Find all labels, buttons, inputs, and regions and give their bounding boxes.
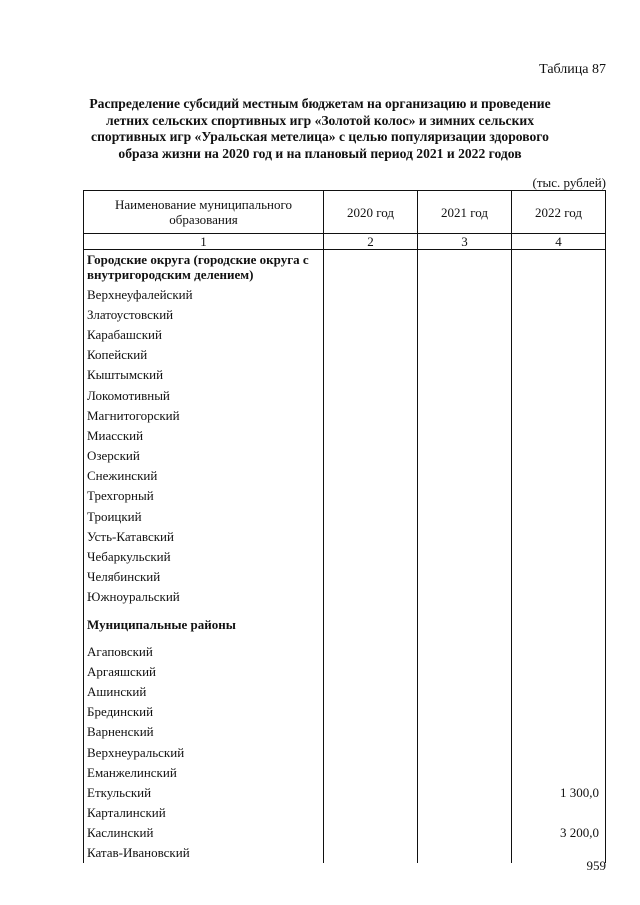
table-header-row — [84, 191, 606, 234]
value-2022 — [512, 607, 606, 641]
value-2021 — [418, 466, 512, 486]
municipality-name: Челябинский — [84, 567, 324, 587]
value-2021 — [418, 803, 512, 823]
table-row — [84, 526, 606, 546]
value-2022 — [512, 567, 606, 587]
column-header-2021: 2021 год — [418, 191, 512, 234]
municipality-name: Златоустовский — [84, 304, 324, 324]
value-2022 — [512, 425, 606, 445]
table-row — [84, 567, 606, 587]
municipality-name: Верхнеуфалейский — [84, 284, 324, 304]
value-2020 — [324, 681, 418, 701]
municipality-name: Троицкий — [84, 506, 324, 526]
value-2022 — [512, 722, 606, 742]
value-2021 — [418, 843, 512, 863]
value-2022 — [512, 345, 606, 365]
value-2020 — [324, 250, 418, 285]
table-row — [84, 446, 606, 466]
table-row — [84, 641, 606, 661]
value-2021 — [418, 823, 512, 843]
value-2021 — [418, 681, 512, 701]
value-2020 — [324, 546, 418, 566]
table-row — [84, 284, 606, 304]
value-2020 — [324, 567, 418, 587]
value-2020 — [324, 607, 418, 641]
value-2021 — [418, 345, 512, 365]
municipality-name: Озерский — [84, 446, 324, 466]
value-2020 — [324, 345, 418, 365]
value-2021 — [418, 702, 512, 722]
value-2020 — [324, 486, 418, 506]
municipality-name: Городские округа (городские округа с внутригородским делением) — [84, 250, 324, 285]
value-2021 — [418, 446, 512, 466]
table-row — [84, 762, 606, 782]
table-row — [84, 681, 606, 701]
value-2022: 3 200,0 — [512, 823, 606, 843]
value-2021 — [418, 486, 512, 506]
value-2022 — [512, 466, 606, 486]
value-2022 — [512, 681, 606, 701]
table-row — [84, 782, 606, 802]
page-number: 959 — [586, 858, 606, 873]
value-2022 — [512, 284, 606, 304]
column-number: 3 — [418, 234, 512, 250]
table-row — [84, 742, 606, 762]
table-row — [84, 466, 606, 486]
value-2021 — [418, 324, 512, 344]
municipality-name: Миасский — [84, 425, 324, 445]
value-2022 — [512, 742, 606, 762]
table-row — [84, 722, 606, 742]
value-2020 — [324, 762, 418, 782]
value-2021 — [418, 365, 512, 385]
value-2022 — [512, 702, 606, 722]
municipality-name: Верхнеуральский — [84, 742, 324, 762]
value-2020 — [324, 782, 418, 802]
municipality-name: Усть-Катавский — [84, 526, 324, 546]
value-2020 — [324, 304, 418, 324]
value-2020 — [324, 405, 418, 425]
municipality-name: Еткульский — [84, 782, 324, 802]
table-row — [84, 304, 606, 324]
value-2020 — [324, 365, 418, 385]
value-2021 — [418, 641, 512, 661]
table-row — [84, 405, 606, 425]
municipality-name: Варненский — [84, 722, 324, 742]
table-row — [84, 506, 606, 526]
value-2021 — [418, 250, 512, 285]
table-row — [84, 803, 606, 823]
municipality-name: Южноуральский — [84, 587, 324, 607]
value-2021 — [418, 661, 512, 681]
table-row — [84, 324, 606, 344]
value-2020 — [324, 742, 418, 762]
table-row — [84, 546, 606, 566]
municipality-name: Карталинский — [84, 803, 324, 823]
value-2021 — [418, 405, 512, 425]
column-number-row — [84, 234, 606, 250]
value-2022 — [512, 661, 606, 681]
municipality-name: Каслинский — [84, 823, 324, 843]
column-header-2022: 2022 год — [512, 191, 606, 234]
value-2022 — [512, 546, 606, 566]
value-2021 — [418, 607, 512, 641]
value-2020 — [324, 722, 418, 742]
table-row — [84, 345, 606, 365]
column-number: 4 — [512, 234, 606, 250]
value-2021 — [418, 762, 512, 782]
value-2021 — [418, 742, 512, 762]
value-2022 — [512, 250, 606, 285]
value-2022: 1 300,0 — [512, 782, 606, 802]
value-2021 — [418, 546, 512, 566]
units-label: (тыс. рублей) — [532, 175, 606, 190]
value-2021 — [418, 587, 512, 607]
document-title: Распределение субсидий местным бюджетам на организацию и проведение летних сельских спортивных игр «Золотой колос» и зимних сельских спортивных игр «Уральская метелица» с целью популяризации здорового образа жизни на 2020 год и на плановый период 2021 и 2022 годов — [89, 96, 551, 161]
value-2020 — [324, 526, 418, 546]
municipality-name: Брединский — [84, 702, 324, 722]
value-2020 — [324, 661, 418, 681]
value-2020 — [324, 843, 418, 863]
table-row — [84, 843, 606, 863]
municipality-name: Трехгорный — [84, 486, 324, 506]
table-row — [84, 425, 606, 445]
subsidy-table — [83, 190, 606, 863]
table-group-row — [84, 607, 606, 641]
municipality-name: Снежинский — [84, 466, 324, 486]
table-row — [84, 587, 606, 607]
municipality-name: Магнитогорский — [84, 405, 324, 425]
column-header-name: Наименование муниципального образования — [84, 191, 324, 234]
value-2022 — [512, 446, 606, 466]
table-row — [84, 385, 606, 405]
value-2021 — [418, 304, 512, 324]
value-2022 — [512, 762, 606, 782]
table-group-row — [84, 250, 606, 285]
value-2022 — [512, 526, 606, 546]
column-header-2020: 2020 год — [324, 191, 418, 234]
value-2021 — [418, 425, 512, 445]
value-2020 — [324, 587, 418, 607]
value-2022 — [512, 803, 606, 823]
value-2022 — [512, 641, 606, 661]
municipality-name: Агаповский — [84, 641, 324, 661]
value-2020 — [324, 702, 418, 722]
value-2020 — [324, 641, 418, 661]
value-2020 — [324, 425, 418, 445]
value-2021 — [418, 782, 512, 802]
value-2022 — [512, 486, 606, 506]
value-2020 — [324, 466, 418, 486]
value-2021 — [418, 506, 512, 526]
municipality-name: Муниципальные районы — [84, 607, 324, 641]
municipality-name: Копейский — [84, 345, 324, 365]
table-label: Таблица 87 — [539, 62, 606, 77]
value-2020 — [324, 506, 418, 526]
table-row — [84, 486, 606, 506]
table-row — [84, 702, 606, 722]
value-2021 — [418, 722, 512, 742]
table-row — [84, 365, 606, 385]
value-2022 — [512, 365, 606, 385]
value-2020 — [324, 324, 418, 344]
municipality-name: Аргаяшский — [84, 661, 324, 681]
municipality-name: Катав-Ивановский — [84, 843, 324, 863]
value-2021 — [418, 385, 512, 405]
value-2022 — [512, 324, 606, 344]
municipality-name: Еманжелинский — [84, 762, 324, 782]
value-2021 — [418, 284, 512, 304]
municipality-name: Карабашский — [84, 324, 324, 344]
municipality-name: Ашинский — [84, 681, 324, 701]
value-2022 — [512, 587, 606, 607]
table-row — [84, 823, 606, 843]
value-2022 — [512, 405, 606, 425]
municipality-name: Кыштымский — [84, 365, 324, 385]
table-body — [84, 250, 606, 864]
column-number: 2 — [324, 234, 418, 250]
value-2020 — [324, 385, 418, 405]
value-2022 — [512, 385, 606, 405]
value-2022 — [512, 506, 606, 526]
value-2020 — [324, 446, 418, 466]
municipality-name: Чебаркульский — [84, 546, 324, 566]
column-number: 1 — [84, 234, 324, 250]
value-2022 — [512, 304, 606, 324]
table-row — [84, 661, 606, 681]
value-2021 — [418, 567, 512, 587]
value-2021 — [418, 526, 512, 546]
value-2020 — [324, 284, 418, 304]
value-2020 — [324, 803, 418, 823]
municipality-name: Локомотивный — [84, 385, 324, 405]
value-2020 — [324, 823, 418, 843]
